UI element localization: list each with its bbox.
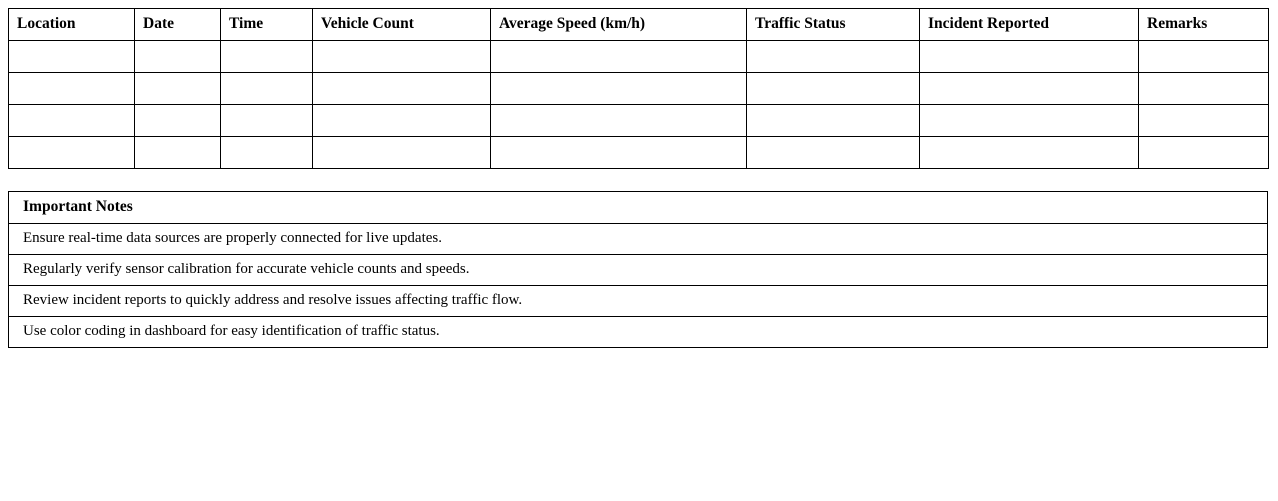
- cell-date[interactable]: [135, 41, 221, 73]
- cell-time[interactable]: [221, 105, 313, 137]
- cell-incident-reported[interactable]: [920, 41, 1139, 73]
- column-header-vehicle-count: Vehicle Count: [313, 9, 491, 41]
- cell-time[interactable]: [221, 41, 313, 73]
- column-header-location: Location: [9, 9, 135, 41]
- cell-vehicle-count[interactable]: [313, 41, 491, 73]
- column-header-date: Date: [135, 9, 221, 41]
- cell-remarks[interactable]: [1139, 137, 1269, 169]
- notes-row: [9, 286, 1268, 317]
- cell-date[interactable]: [135, 73, 221, 105]
- note-item: Review incident reports to quickly address and resolve issues affecting traffic flow.: [9, 286, 1268, 317]
- table-header-row: [9, 9, 1269, 41]
- important-notes-table: [8, 191, 1268, 348]
- cell-date[interactable]: [135, 137, 221, 169]
- notes-header-label: Important Notes: [9, 192, 1268, 224]
- cell-traffic-status[interactable]: [747, 105, 920, 137]
- cell-average-speed[interactable]: [491, 137, 747, 169]
- column-header-remarks: Remarks: [1139, 9, 1269, 41]
- column-header-incident-reported: Incident Reported: [920, 9, 1139, 41]
- cell-remarks[interactable]: [1139, 73, 1269, 105]
- cell-traffic-status[interactable]: [747, 41, 920, 73]
- traffic-log-table: [8, 8, 1269, 169]
- cell-remarks[interactable]: [1139, 41, 1269, 73]
- table-row: [9, 41, 1269, 73]
- cell-location[interactable]: [9, 73, 135, 105]
- cell-vehicle-count[interactable]: [313, 105, 491, 137]
- column-header-time: Time: [221, 9, 313, 41]
- column-header-traffic-status: Traffic Status: [747, 9, 920, 41]
- cell-incident-reported[interactable]: [920, 137, 1139, 169]
- table-row: [9, 105, 1269, 137]
- cell-average-speed[interactable]: [491, 73, 747, 105]
- notes-header-row: [9, 192, 1268, 224]
- cell-incident-reported[interactable]: [920, 73, 1139, 105]
- cell-traffic-status[interactable]: [747, 73, 920, 105]
- note-item: Ensure real-time data sources are properly connected for live updates.: [9, 224, 1268, 255]
- cell-time[interactable]: [221, 137, 313, 169]
- cell-date[interactable]: [135, 105, 221, 137]
- cell-traffic-status[interactable]: [747, 137, 920, 169]
- table-spacer: [8, 169, 1270, 191]
- cell-location[interactable]: [9, 137, 135, 169]
- note-item: Regularly verify sensor calibration for accurate vehicle counts and speeds.: [9, 255, 1268, 286]
- column-header-average-speed: Average Speed (km/h): [491, 9, 747, 41]
- cell-location[interactable]: [9, 41, 135, 73]
- cell-remarks[interactable]: [1139, 105, 1269, 137]
- notes-row: [9, 317, 1268, 348]
- note-item: Use color coding in dashboard for easy identification of traffic status.: [9, 317, 1268, 348]
- notes-row: [9, 255, 1268, 286]
- table-row: [9, 137, 1269, 169]
- cell-average-speed[interactable]: [491, 41, 747, 73]
- notes-row: [9, 224, 1268, 255]
- cell-incident-reported[interactable]: [920, 105, 1139, 137]
- table-row: [9, 73, 1269, 105]
- cell-vehicle-count[interactable]: [313, 137, 491, 169]
- cell-average-speed[interactable]: [491, 105, 747, 137]
- cell-vehicle-count[interactable]: [313, 73, 491, 105]
- cell-time[interactable]: [221, 73, 313, 105]
- cell-location[interactable]: [9, 105, 135, 137]
